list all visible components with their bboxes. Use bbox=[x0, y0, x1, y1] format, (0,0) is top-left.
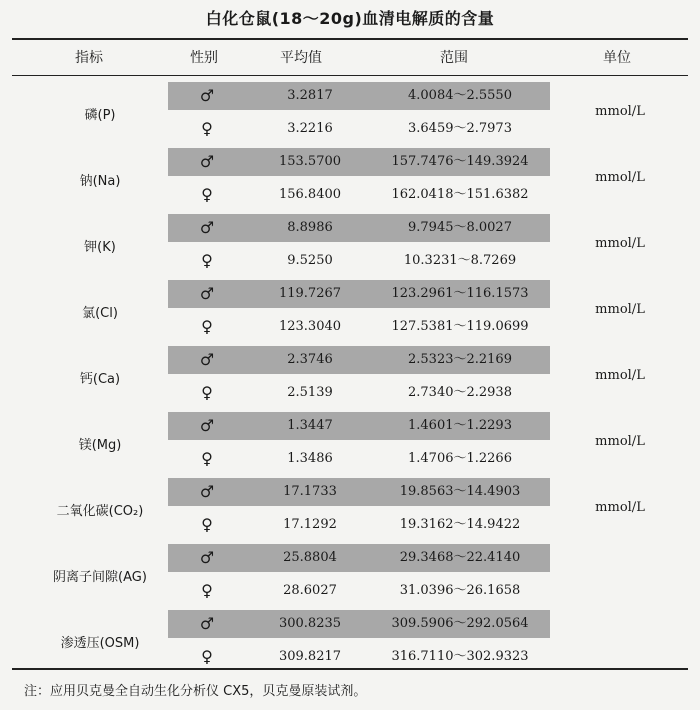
unit-label: mmol/L bbox=[595, 434, 645, 449]
sex-cell: ♂ bbox=[199, 548, 215, 567]
table-row bbox=[0, 575, 700, 607]
table-row bbox=[0, 608, 700, 640]
table-row bbox=[0, 377, 700, 409]
bottom-rule bbox=[12, 668, 688, 670]
range-cell: 157.7476～149.3924 bbox=[391, 154, 529, 169]
mean-cell: 1.3486 bbox=[287, 451, 333, 466]
mean-cell: 123.3040 bbox=[278, 319, 342, 334]
indicator-label: 磷(P) bbox=[84, 108, 116, 123]
range-cell: 10.3231～8.7269 bbox=[403, 253, 517, 268]
indicator-label: 钠(Na) bbox=[79, 174, 121, 189]
range-cell: 9.7945～8.0027 bbox=[408, 220, 512, 235]
header-range: 范围 bbox=[440, 50, 468, 66]
sex-cell: ♂ bbox=[199, 350, 215, 369]
mean-cell: 9.5250 bbox=[287, 253, 333, 268]
mean-cell: 309.8217 bbox=[278, 649, 342, 664]
header-mean: 平均值 bbox=[280, 50, 322, 66]
range-cell: 309.5906～292.0564 bbox=[391, 616, 529, 631]
header-rule bbox=[12, 75, 688, 76]
mean-cell: 2.3746 bbox=[287, 352, 333, 367]
range-cell: 127.5381～119.0699 bbox=[391, 319, 529, 334]
table-row bbox=[0, 212, 700, 244]
top-rule bbox=[12, 38, 688, 40]
sex-cell: ♀ bbox=[201, 515, 213, 534]
indicator-label: 渗透压(OSM) bbox=[60, 636, 140, 651]
table-row bbox=[0, 146, 700, 178]
header-sex: 性别 bbox=[190, 50, 218, 66]
mean-cell: 300.8235 bbox=[278, 616, 342, 631]
indicator-label: 钾(K) bbox=[84, 240, 116, 255]
header-unit: 单位 bbox=[603, 50, 631, 66]
range-cell: 2.7340～2.2938 bbox=[408, 385, 512, 400]
sex-cell: ♀ bbox=[201, 185, 213, 204]
sex-cell: ♀ bbox=[201, 449, 213, 468]
table-row bbox=[0, 80, 700, 112]
indicator-label: 钙(Ca) bbox=[79, 372, 121, 387]
mean-cell: 28.6027 bbox=[283, 583, 337, 598]
table-row bbox=[0, 410, 700, 442]
range-cell: 1.4706～1.2266 bbox=[408, 451, 512, 466]
header-indicator: 指标 bbox=[75, 50, 103, 66]
sex-cell: ♂ bbox=[199, 482, 215, 501]
range-cell: 29.3468～22.4140 bbox=[399, 550, 521, 565]
table-title: 白化仓鼠(18～20g)血清电解质的含量 bbox=[205, 9, 495, 28]
indicator-label: 镁(Mg) bbox=[78, 438, 122, 453]
mean-cell: 3.2817 bbox=[287, 88, 333, 103]
sex-cell: ♂ bbox=[199, 86, 215, 105]
unit-label: mmol/L bbox=[595, 302, 645, 317]
sex-cell: ♂ bbox=[199, 416, 215, 435]
sex-cell: ♀ bbox=[201, 119, 213, 138]
sex-cell: ♂ bbox=[199, 152, 215, 171]
unit-label: mmol/L bbox=[595, 236, 645, 251]
indicator-label: 二氧化碳(CO₂) bbox=[56, 504, 144, 519]
unit-label: mmol/L bbox=[595, 368, 645, 383]
table-row bbox=[0, 245, 700, 277]
range-cell: 19.3162～14.9422 bbox=[399, 517, 521, 532]
mean-cell: 2.5139 bbox=[287, 385, 333, 400]
range-cell: 19.8563～14.4903 bbox=[399, 484, 521, 499]
sex-cell: ♂ bbox=[199, 218, 215, 237]
range-cell: 123.2961～116.1573 bbox=[391, 286, 529, 301]
sex-cell: ♀ bbox=[201, 317, 213, 336]
range-cell: 162.0418～151.6382 bbox=[391, 187, 529, 202]
table-row bbox=[0, 179, 700, 211]
sex-cell: ♀ bbox=[201, 581, 213, 600]
mean-cell: 17.1292 bbox=[283, 517, 337, 532]
sex-cell: ♂ bbox=[199, 614, 215, 633]
table-row bbox=[0, 542, 700, 574]
unit-label: mmol/L bbox=[595, 170, 645, 185]
mean-cell: 17.1733 bbox=[283, 484, 337, 499]
sex-cell: ♀ bbox=[201, 383, 213, 402]
table-row bbox=[0, 476, 700, 508]
table-row bbox=[0, 311, 700, 343]
indicator-label: 氯(Cl) bbox=[82, 306, 118, 321]
table-row bbox=[0, 344, 700, 376]
table-row bbox=[0, 443, 700, 475]
footnote: 注：应用贝克曼全自动生化分析仪 CX5，贝克曼原装试剂。 bbox=[24, 684, 367, 699]
sex-cell: ♂ bbox=[199, 284, 215, 303]
mean-cell: 8.8986 bbox=[287, 220, 333, 235]
sex-cell: ♀ bbox=[201, 647, 213, 666]
indicator-label: 阴离子间隙(AG) bbox=[53, 570, 147, 585]
mean-cell: 1.3447 bbox=[287, 418, 333, 433]
sex-cell: ♀ bbox=[201, 251, 213, 270]
range-cell: 4.0084～2.5550 bbox=[408, 88, 512, 103]
range-cell: 1.4601～1.2293 bbox=[408, 418, 512, 433]
range-cell: 31.0396～26.1658 bbox=[399, 583, 521, 598]
range-cell: 316.7110～302.9323 bbox=[391, 649, 529, 664]
unit-label: mmol/L bbox=[595, 500, 645, 515]
mean-cell: 153.5700 bbox=[278, 154, 342, 169]
mean-cell: 25.8804 bbox=[283, 550, 337, 565]
table-row bbox=[0, 278, 700, 310]
table-row bbox=[0, 113, 700, 145]
range-cell: 3.6459～2.7973 bbox=[408, 121, 512, 136]
range-cell: 2.5323～2.2169 bbox=[408, 352, 512, 367]
mean-cell: 3.2216 bbox=[287, 121, 333, 136]
unit-label: mmol/L bbox=[595, 104, 645, 119]
mean-cell: 119.7267 bbox=[278, 286, 342, 301]
mean-cell: 156.8400 bbox=[278, 187, 342, 202]
table-row bbox=[0, 509, 700, 541]
